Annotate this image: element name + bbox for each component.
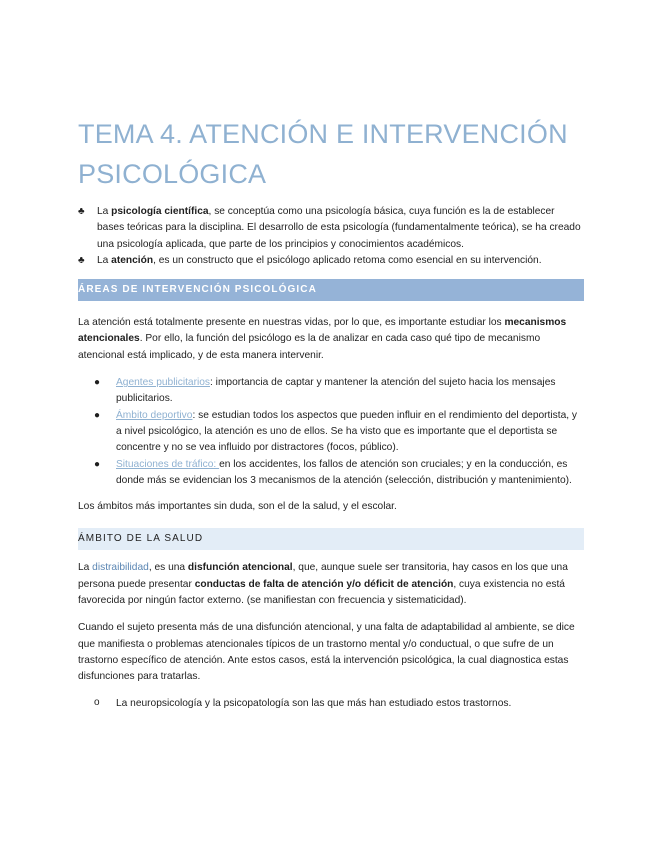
paragraph-text: La bbox=[78, 562, 93, 574]
areas-paragraph bbox=[78, 315, 584, 364]
bullet-text: La bbox=[97, 254, 112, 266]
bullet-text: , se conceptúa como una psicología básica, cuya función es la de establecer bases teóricas para la disciplina. El desarrollo de esta psicología (fundamentalmente teórica), se ha creado una psicología aplicada, que parte de los principios y conocimientos académicos. bbox=[97, 206, 581, 250]
salud-sub-list bbox=[78, 696, 584, 712]
paragraph-text: . Por ello, la función del psicólogo es la de analizar en cada caso qué tipo de mecanismo atencional está implicado, y de esta manera intervenir. bbox=[78, 333, 541, 361]
bullet-text: : importancia de captar y mantener la atención del sujeto hacia los mensajes publicitarios. bbox=[116, 377, 556, 405]
dot-bullet-icon: ● bbox=[94, 458, 101, 470]
section-heading-areas: ÁREAS DE INTERVENCIÓN PSICOLÓGICA bbox=[78, 279, 584, 301]
paragraph-bold-text: conductas de falta de atención y/o déficit de atención bbox=[194, 578, 454, 590]
title-line-2: PSICOLÓGICA bbox=[78, 159, 267, 189]
title-line-1: TEMA 4. ATENCIÓN E INTERVENCIÓN bbox=[78, 119, 568, 149]
list-item bbox=[78, 375, 584, 408]
paragraph-bold-text: mecanismos atencionales bbox=[78, 317, 567, 345]
bullet-text: La bbox=[97, 206, 112, 217]
link-distraibilidad[interactable]: distraibilidad bbox=[92, 562, 149, 574]
salud-paragraph-1 bbox=[78, 560, 584, 609]
list-item bbox=[78, 457, 584, 490]
paragraph-text: La atención está totalmente presente en nuestras vidas, por lo que, es importante estudiar los bbox=[78, 317, 505, 329]
club-bullet-icon: ♣ bbox=[78, 206, 85, 217]
paragraph-text: , es una bbox=[148, 562, 188, 574]
paragraph-text: , que, aunque suele ser transitoria, hay casos en los que una persona puede presentar bbox=[78, 562, 568, 590]
list-item bbox=[78, 253, 584, 269]
list-item bbox=[78, 696, 584, 712]
bullet-text: , es un constructo que el psicólogo aplicado retoma como esencial en su intervención. bbox=[153, 254, 542, 266]
section-heading-salud: ÁMBITO DE LA SALUD bbox=[78, 528, 584, 550]
club-bullet-icon: ♣ bbox=[78, 254, 85, 266]
bullet-text: : se estudian todos los aspectos que pueden influir en el rendimiento del deportista, y a nivel psicológico, la atención es uno de ellos. Se ha visto que es importante que el deportista se concentre y no se vea influido por distractores (focos, público). bbox=[116, 409, 577, 454]
circle-bullet-icon: o bbox=[94, 696, 100, 708]
link-agentes-publicitarios[interactable]: Agentes publicitarios bbox=[116, 377, 211, 389]
link-situaciones-trafico[interactable]: Situaciones de tráfico: bbox=[116, 458, 220, 470]
page-title bbox=[78, 114, 584, 194]
dot-bullet-icon: ● bbox=[94, 409, 101, 421]
paragraph-bold-text: disfunción atencional bbox=[187, 562, 293, 574]
document-content bbox=[78, 114, 584, 712]
areas-closing: Los ámbitos más importantes sin duda, son el de la salud, y el escolar. bbox=[78, 501, 397, 513]
bullet-bold-text: psicología científica bbox=[111, 206, 209, 217]
list-item bbox=[78, 408, 584, 457]
dot-bullet-icon: ● bbox=[94, 377, 101, 389]
link-ambito-deportivo[interactable]: Ámbito deportivo bbox=[116, 409, 193, 421]
bullet-bold-text: atención bbox=[111, 254, 154, 266]
areas-bullet-list bbox=[78, 375, 584, 489]
bullet-text: La neuropsicología y la psicopatología son las que más han estudiado estos trastornos. bbox=[116, 697, 512, 709]
bullet-text: en los accidentes, los fallos de atención son cruciales; y en la conducción, es donde más se evidencian los 3 mecanismos de la atención (selección, distribución y mantenimiento). bbox=[116, 458, 572, 486]
salud-paragraph-2: Cuando el sujeto presenta más de una disfunción atencional, y una falta de adaptabilidad al ambiente, se dice que manifiesta o problemas atencionales típicos de un trastorno mental y/o conductual, o que sufre de un trastorno específico de atención. Ante estos casos, está la intervención psicológica, la cual diagnostica estas disfunciones para tratarlas. bbox=[78, 622, 575, 683]
intro-bullet-list bbox=[78, 204, 584, 269]
paragraph-text: , cuya existencia no está favorecida por ningún factor externo. (se manifiestan con frecuencia y sistematicidad). bbox=[78, 578, 565, 607]
list-item bbox=[78, 204, 584, 253]
